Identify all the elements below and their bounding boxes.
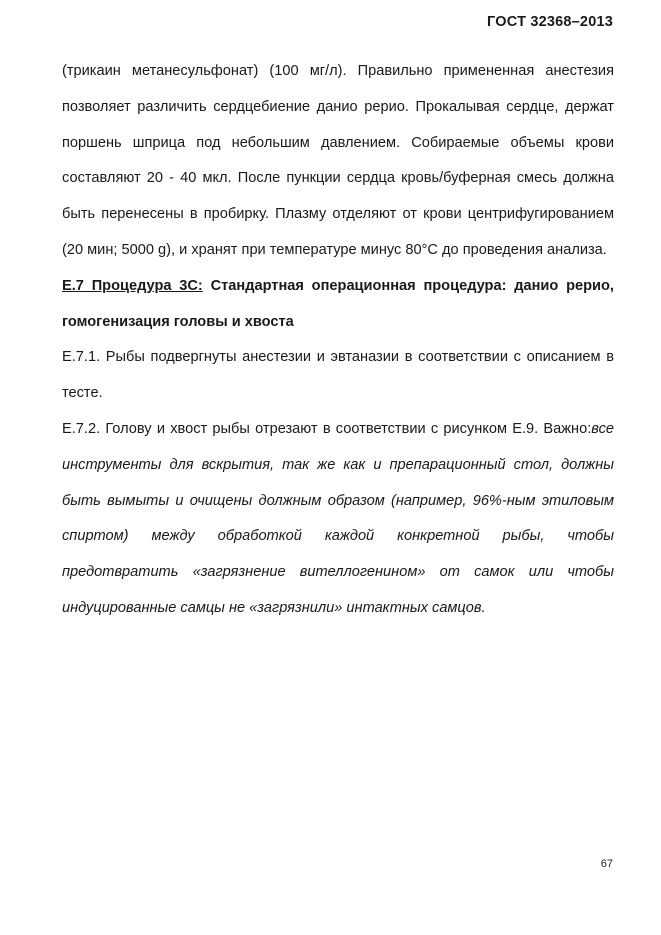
section-heading-text: Стандартная операционная процедура: данио рерио, гомогенизация головы и хвоста — [62, 277, 614, 330]
paragraph-e7-2-text: Е.7.2. Голову и хвост рыбы отрезают в соответствии с рисунком Е.9. Важно: — [62, 420, 592, 437]
paragraph-e7-1: Е.7.1. Рыбы подвергнуты анестезии и эвтаназии в соответствии с описанием в тесте. — [62, 349, 614, 402]
section-heading-e7 — [62, 269, 614, 341]
page-body — [62, 54, 614, 627]
document-header: ГОСТ 32368–2013 — [487, 14, 613, 30]
section-heading-label: Е.7 Процедура 3С: — [62, 277, 203, 294]
paragraph-blood-sampling: (трикаин метанесульфонат) (100 мг/л). Правильно примененная анестезия позволяет различить сердцебиение данио рерио. Прокалывая сердце, держат поршень шприца под небольшим давлением. Собираемые объемы крови составляют 20 - 40 мкл. После пункции сердца кровь/буферная смесь должна быть перенесены в пробирку. Плазму отделяют от крови центрифугированием (20 мин; 5000 g), и хранят при температуре минус 80°С до проведения анализа. — [62, 63, 614, 258]
paragraph-e7-2-important-note: все инструменты для вскрытия, так же как и препарационный стол, должны быть вымыты и очищены должным образом (например, 96%-ным этиловым спиртом) между обработкой каждой конкретной рыбы, чтобы предотвратить «загрязнение вителлогенином» от самок или чтобы индуцированные самцы не «загрязнили» интактных самцов. — [62, 420, 614, 616]
page-number: 67 — [600, 858, 613, 870]
paragraph-e7-2 — [62, 412, 614, 627]
